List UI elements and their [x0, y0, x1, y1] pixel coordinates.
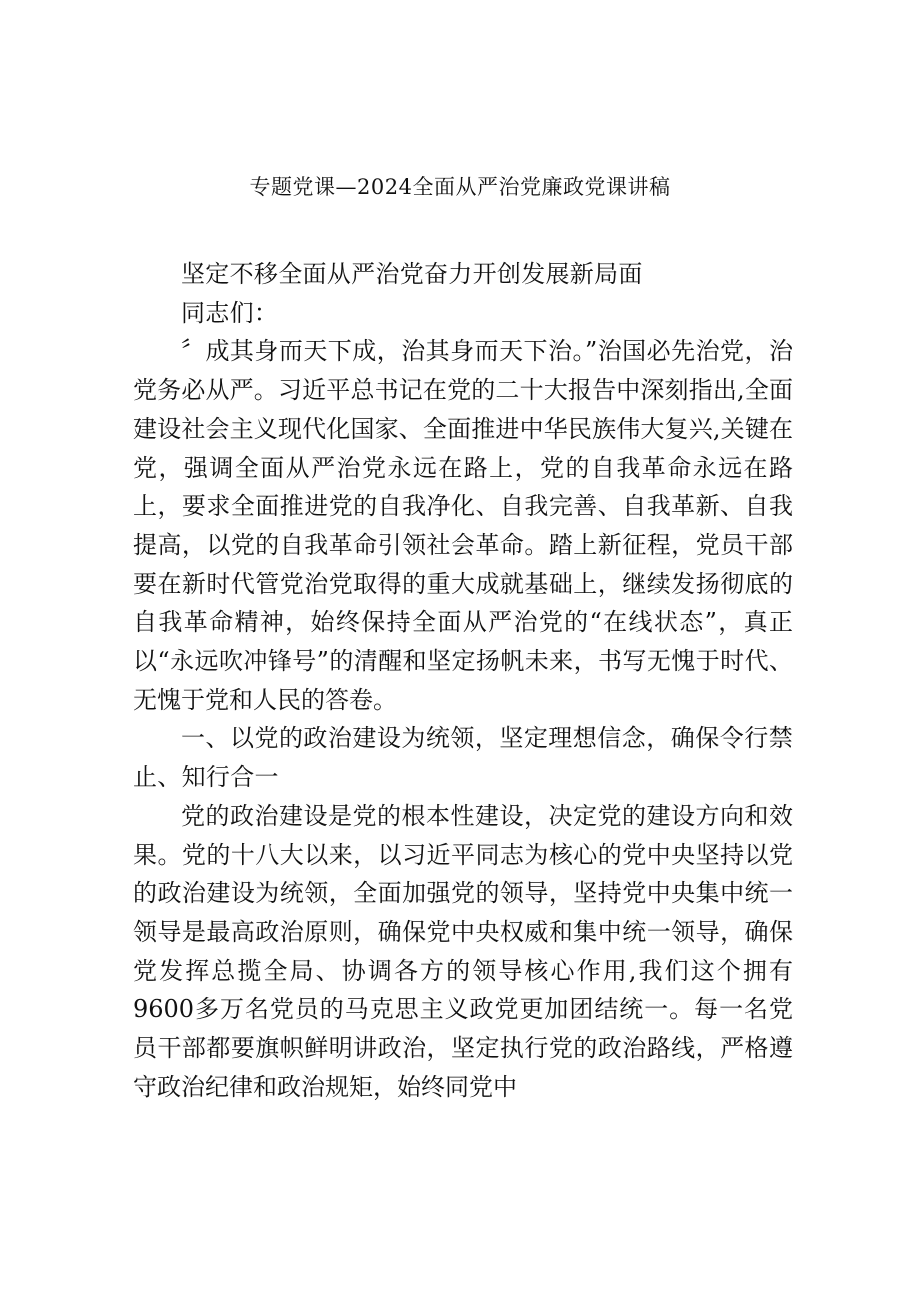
salutation-paragraph: 同志们： [181, 298, 279, 327]
intro-paragraph: 〞成其身而天下成，治其身而天下治。”治国必先治党，治党务必从严。习近平总书记在党的二十大报告中深刻指出,全面建设社会主义现代化国家、全面推进中华民族伟大复兴,关键在党，强调全面从严治党永远在路上，党的自我革命永远在路上，要求全面推进党的自我净化、自我完善、自我革新、自我提高，以党的自我革命引领社会革命。踏上新征程，党员干部要在新时代管党治党取得的重大成就基础上，继续发扬彻底的自我革命精神，始终保持全面从严治党的“在线状态”，真正以“永远吹冲锋号”的清醒和坚定扬帆未来，书写无愧于时代、无愧于党和人民的答卷。 [133, 337, 793, 714]
document-title: 专题党课—2024全面从严治党廉政党课讲稿 [249, 175, 671, 199]
section-heading-1: 一、以党的政治建设为统领，坚定理想信念，确保令行禁止、知行合一 [133, 724, 793, 792]
section-1-paragraph: 党的政治建设是党的根本性建设，决定党的建设方向和效果。党的十八大以来，以习近平同志为核心的党中央坚持以党的政治建设为统领，全面加强党的领导，坚持党中央集中统一领导是最高政治原则，确保党中央权威和集中统一领导，确保党发挥总揽全局、协调各方的领导核心作用,我们这个拥有9600多万名党员的马克思主义政党更加团结统一。每一名党员干部都要旗帜鲜明讲政治，坚定执行党的政治路线，严格遵守政治纪律和政治规矩，始终同党中 [133, 801, 793, 1101]
document-body [133, 255, 793, 1106]
subtitle-paragraph: 坚定不移全面从严治党奋力开创发展新局面 [181, 260, 643, 288]
